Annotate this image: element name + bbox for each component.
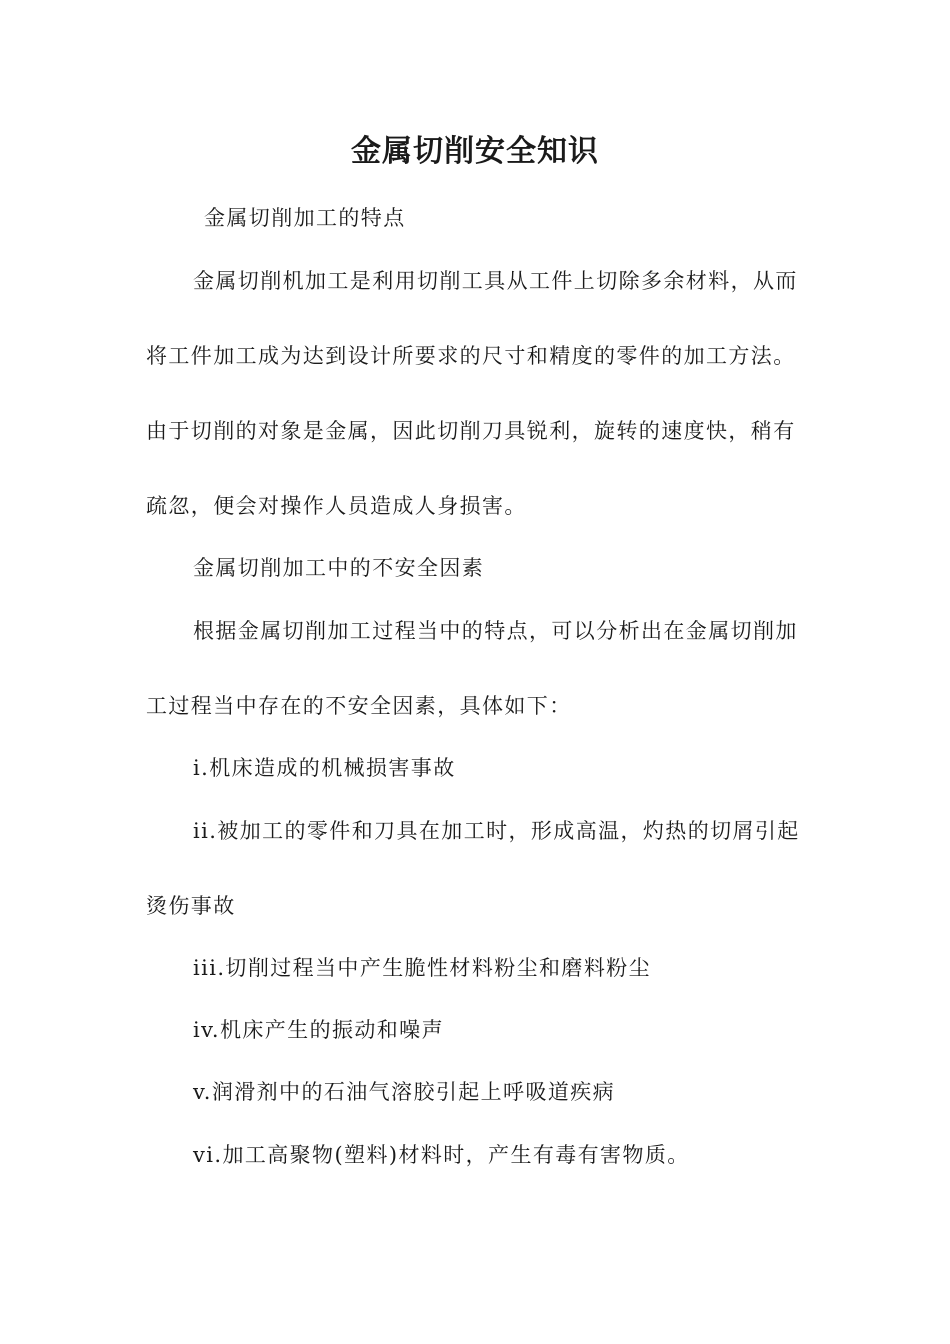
section-heading-hazards: 金属切削加工中的不安全因素: [193, 556, 485, 580]
list-item: ii.被加工的零件和刀具在加工时，形成高温，灼热的切屑引起: [193, 819, 800, 843]
list-item: iv.机床产生的振动和噪声: [193, 1018, 444, 1042]
paragraph-line: 由于切削的对象是金属，因此切削刀具锐利，旋转的速度快，稍有: [146, 419, 796, 443]
list-item: iii.切削过程当中产生脆性材料粉尘和磨料粉尘: [193, 956, 652, 980]
section-heading-features: 金属切削加工的特点: [204, 206, 406, 230]
list-item: i.机床造成的机械损害事故: [193, 756, 456, 780]
paragraph-line: 根据金属切削加工过程当中的特点，可以分析出在金属切削加: [193, 619, 798, 643]
paragraph-line: 金属切削机加工是利用切削工具从工件上切除多余材料，从而: [193, 269, 798, 293]
paragraph-line: 将工件加工成为达到设计所要求的尺寸和精度的零件的加工方法。: [146, 344, 796, 368]
paragraph-line: 疏忽，便会对操作人员造成人身损害。: [146, 494, 527, 518]
paragraph-line: 工过程当中存在的不安全因素，具体如下：: [146, 694, 572, 718]
list-item: v.润滑剂中的石油气溶胶引起上呼吸道疾病: [193, 1080, 616, 1104]
document-title: 金属切削安全知识: [351, 134, 599, 169]
list-item: vi.加工高聚物(塑料)材料时，产生有毒有害物质。: [193, 1143, 690, 1167]
list-item-continuation: 烫伤事故: [146, 894, 236, 918]
